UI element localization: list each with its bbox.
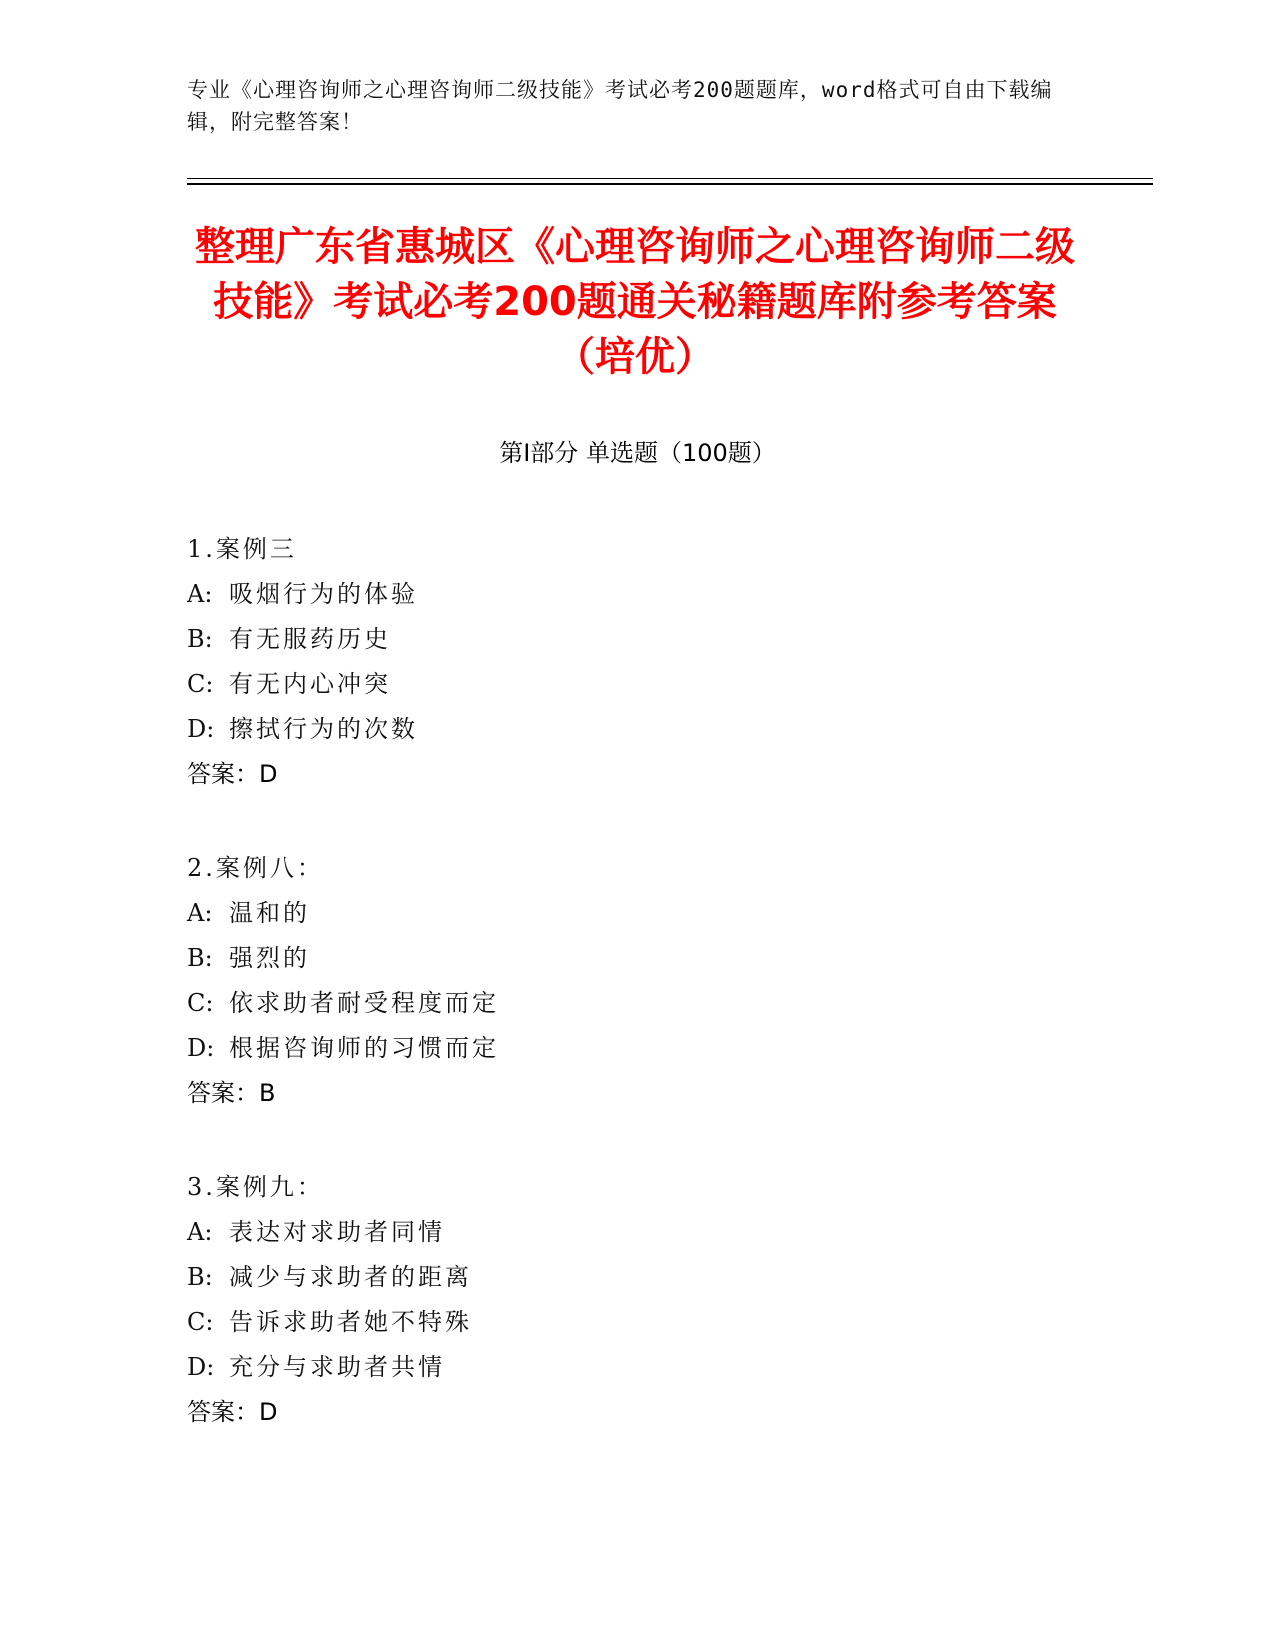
option-d	[187, 707, 1087, 752]
option-a	[187, 1210, 1087, 1255]
question-stem: 3.案例九：	[187, 1173, 324, 1201]
option-letter: B:	[187, 944, 213, 972]
option-a	[187, 572, 1087, 617]
option-b	[187, 1255, 1087, 1300]
option-d	[187, 1026, 1087, 1071]
option-text: 告诉求助者她不特殊	[229, 1308, 472, 1336]
option-text: 依求助者耐受程度而定	[229, 989, 499, 1017]
option-letter: B:	[187, 1263, 213, 1291]
option-b	[187, 617, 1087, 662]
question-2	[187, 846, 1087, 1165]
option-text: 温和的	[229, 899, 310, 927]
section-heading: 第Ⅰ部分 单选题（100题）	[499, 439, 776, 467]
option-text: 减少与求助者的距离	[229, 1263, 472, 1291]
option-letter: B:	[187, 625, 213, 653]
option-text: 有无服药历史	[229, 625, 391, 653]
question-1	[187, 527, 1087, 846]
question-3	[187, 1165, 1087, 1484]
option-text: 擦拭行为的次数	[229, 715, 418, 743]
answer: 答案：D	[187, 760, 278, 788]
option-text: 充分与求助者共情	[229, 1353, 445, 1381]
option-letter: D:	[187, 1034, 215, 1062]
option-text: 根据咨询师的习惯而定	[229, 1034, 499, 1062]
option-text: 强烈的	[229, 944, 310, 972]
option-c	[187, 662, 1087, 707]
option-letter: A:	[187, 899, 213, 927]
option-letter: C:	[187, 989, 214, 1017]
document-title: 整理广东省惠城区《心理咨询师之心理咨询师二级技能》考试必考200题通关秘籍题库附参考答案（培优）	[195, 224, 1075, 380]
intro-text: 专业《心理咨询师之心理咨询师二级技能》考试必考200题题库，word格式可自由下载编辑，附完整答案！	[187, 78, 1053, 134]
header-divider-thin	[187, 178, 1153, 179]
answer: 答案：D	[187, 1398, 278, 1426]
option-a	[187, 891, 1087, 936]
option-b	[187, 936, 1087, 981]
option-letter: C:	[187, 1308, 214, 1336]
option-c	[187, 981, 1087, 1026]
option-c	[187, 1300, 1087, 1345]
option-letter: C:	[187, 670, 214, 698]
option-text: 吸烟行为的体验	[229, 580, 418, 608]
question-stem: 2.案例八：	[187, 854, 324, 882]
option-d	[187, 1345, 1087, 1390]
question-stem: 1.案例三	[187, 535, 297, 563]
option-letter: A:	[187, 580, 213, 608]
question-list	[187, 527, 1087, 1484]
option-text: 有无内心冲突	[229, 670, 391, 698]
option-letter: A:	[187, 1218, 213, 1246]
answer: 答案：B	[187, 1079, 276, 1107]
header-divider-thick	[187, 183, 1153, 185]
option-letter: D:	[187, 715, 215, 743]
option-letter: D:	[187, 1353, 215, 1381]
option-text: 表达对求助者同情	[229, 1218, 445, 1246]
